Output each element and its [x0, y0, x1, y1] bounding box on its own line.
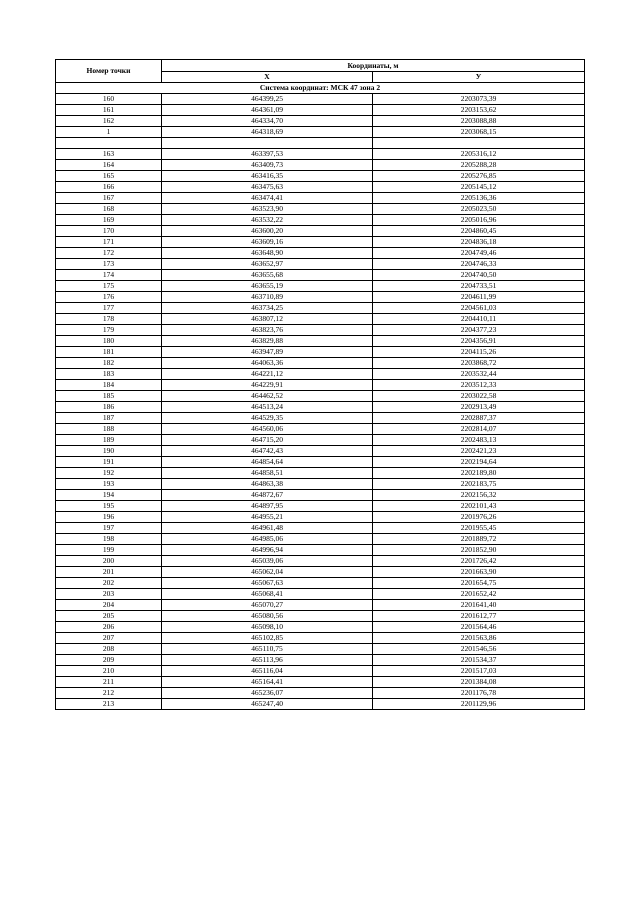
y-coordinate-cell: 2204611,99: [373, 292, 585, 303]
point-number-cell: 168: [56, 204, 162, 215]
y-coordinate-cell: 2205023,50: [373, 204, 585, 215]
point-number-cell: 200: [56, 556, 162, 567]
x-coordinate-cell: 465164,41: [162, 677, 373, 688]
y-coordinate-cell: 2201852,90: [373, 545, 585, 556]
table-row: [56, 160, 585, 171]
x-coordinate-cell: 465039,06: [162, 556, 373, 567]
y-coordinate-cell: 2203532,44: [373, 369, 585, 380]
x-coordinate-cell: 463523,90: [162, 204, 373, 215]
y-coordinate-cell: 2205276,85: [373, 171, 585, 182]
table-row-blank: [56, 138, 585, 149]
x-coordinate-cell: 464897,95: [162, 501, 373, 512]
x-coordinate-cell: 465113,96: [162, 655, 373, 666]
header-y: У: [373, 72, 585, 83]
table-row: [56, 226, 585, 237]
x-coordinate-cell: 463734,25: [162, 303, 373, 314]
table-row: [56, 281, 585, 292]
point-number-cell: 209: [56, 655, 162, 666]
document-page: [55, 59, 584, 710]
y-coordinate-cell: 2203088,88: [373, 116, 585, 127]
table-row: [56, 633, 585, 644]
table-row: [56, 303, 585, 314]
x-coordinate-cell: 464560,06: [162, 424, 373, 435]
table-row: [56, 666, 585, 677]
x-coordinate-cell: 464229,91: [162, 380, 373, 391]
header-x: Х: [162, 72, 373, 83]
y-coordinate-cell: 2205288,28: [373, 160, 585, 171]
y-coordinate-cell: 2204356,91: [373, 336, 585, 347]
table-row: [56, 149, 585, 160]
point-number-cell: 174: [56, 270, 162, 281]
x-coordinate-cell: 463409,73: [162, 160, 373, 171]
x-coordinate-cell: 465062,04: [162, 567, 373, 578]
y-coordinate-cell: 2201534,37: [373, 655, 585, 666]
table-row: [56, 127, 585, 138]
point-number-cell: 186: [56, 402, 162, 413]
table-row: [56, 523, 585, 534]
point-number-cell: 187: [56, 413, 162, 424]
table-row: [56, 402, 585, 413]
table-row: [56, 468, 585, 479]
x-coordinate-cell: 465098,10: [162, 622, 373, 633]
x-coordinate-cell: 465236,07: [162, 688, 373, 699]
x-coordinate-cell: 464361,09: [162, 105, 373, 116]
point-number-cell: 181: [56, 347, 162, 358]
point-number-cell: 167: [56, 193, 162, 204]
table-row: [56, 567, 585, 578]
y-coordinate-cell: 2203073,39: [373, 94, 585, 105]
x-coordinate-cell: 463807,12: [162, 314, 373, 325]
x-coordinate-cell: 464334,70: [162, 116, 373, 127]
y-coordinate-cell: 2202913,49: [373, 402, 585, 413]
table-row: [56, 248, 585, 259]
x-coordinate-cell: 465247,40: [162, 699, 373, 710]
y-coordinate-cell: 2201889,72: [373, 534, 585, 545]
y-coordinate-cell: 2203068,15: [373, 127, 585, 138]
y-coordinate-cell: 2202814,07: [373, 424, 585, 435]
point-number-cell: 191: [56, 457, 162, 468]
point-number-cell: 185: [56, 391, 162, 402]
y-coordinate-cell: 2201384,08: [373, 677, 585, 688]
header-coordinates: Координаты, м: [162, 60, 585, 72]
point-number-cell: 203: [56, 589, 162, 600]
table-row: [56, 193, 585, 204]
y-coordinate-cell: 2201641,40: [373, 600, 585, 611]
x-coordinate-cell: 465080,56: [162, 611, 373, 622]
point-number-cell: 213: [56, 699, 162, 710]
y-coordinate-cell: 2201176,78: [373, 688, 585, 699]
point-number-cell: 183: [56, 369, 162, 380]
y-coordinate-cell: 2204746,33: [373, 259, 585, 270]
y-coordinate-cell: 2202183,75: [373, 479, 585, 490]
y-coordinate-cell: 2201726,42: [373, 556, 585, 567]
point-number-cell: 206: [56, 622, 162, 633]
x-coordinate-cell: 463710,89: [162, 292, 373, 303]
point-number-cell: 164: [56, 160, 162, 171]
point-number-cell: 165: [56, 171, 162, 182]
y-coordinate-cell: 2204749,46: [373, 248, 585, 259]
y-coordinate-cell: [373, 138, 585, 149]
table-row: [56, 116, 585, 127]
x-coordinate-cell: 463600,20: [162, 226, 373, 237]
table-row: [56, 688, 585, 699]
x-coordinate-cell: 464221,12: [162, 369, 373, 380]
y-coordinate-cell: 2203868,72: [373, 358, 585, 369]
y-coordinate-cell: 2202887,37: [373, 413, 585, 424]
table-row: [56, 347, 585, 358]
table-row: [56, 369, 585, 380]
y-coordinate-cell: 2203022,58: [373, 391, 585, 402]
header-point-number: Номер точки: [56, 60, 162, 83]
y-coordinate-cell: 2201955,45: [373, 523, 585, 534]
point-number-cell: 195: [56, 501, 162, 512]
x-coordinate-cell: 464513,24: [162, 402, 373, 413]
x-coordinate-cell: 463397,53: [162, 149, 373, 160]
point-number-cell: 208: [56, 644, 162, 655]
table-row: [56, 655, 585, 666]
x-coordinate-cell: 463475,63: [162, 182, 373, 193]
x-coordinate-cell: 463947,89: [162, 347, 373, 358]
x-coordinate-cell: 464715,20: [162, 435, 373, 446]
x-coordinate-cell: 463416,35: [162, 171, 373, 182]
y-coordinate-cell: 2205136,36: [373, 193, 585, 204]
point-number-cell: 201: [56, 567, 162, 578]
y-coordinate-cell: 2201517,03: [373, 666, 585, 677]
table-row: [56, 446, 585, 457]
point-number-cell: 166: [56, 182, 162, 193]
y-coordinate-cell: 2201129,96: [373, 699, 585, 710]
y-coordinate-cell: 2201546,56: [373, 644, 585, 655]
point-number-cell: 198: [56, 534, 162, 545]
point-number-cell: 160: [56, 94, 162, 105]
y-coordinate-cell: 2202421,23: [373, 446, 585, 457]
x-coordinate-cell: 465070,27: [162, 600, 373, 611]
table-row: [56, 259, 585, 270]
point-number-cell: 161: [56, 105, 162, 116]
table-row: [56, 215, 585, 226]
coordinates-table: [55, 59, 585, 710]
table-row: [56, 644, 585, 655]
table-row: [56, 325, 585, 336]
point-number-cell: 193: [56, 479, 162, 490]
table-row: [56, 545, 585, 556]
x-coordinate-cell: 464462,52: [162, 391, 373, 402]
x-coordinate-cell: 465067,63: [162, 578, 373, 589]
x-coordinate-cell: 463648,90: [162, 248, 373, 259]
y-coordinate-cell: 2201654,75: [373, 578, 585, 589]
y-coordinate-cell: 2202189,80: [373, 468, 585, 479]
y-coordinate-cell: 2202156,32: [373, 490, 585, 501]
x-coordinate-cell: 464863,38: [162, 479, 373, 490]
x-coordinate-cell: 464399,25: [162, 94, 373, 105]
table-row: [56, 105, 585, 116]
y-coordinate-cell: 2204860,45: [373, 226, 585, 237]
point-number-cell: 175: [56, 281, 162, 292]
table-row: [56, 479, 585, 490]
table-body: [56, 94, 585, 710]
x-coordinate-cell: 464985,06: [162, 534, 373, 545]
y-coordinate-cell: 2204410,11: [373, 314, 585, 325]
y-coordinate-cell: 2203512,33: [373, 380, 585, 391]
table-row: [56, 699, 585, 710]
point-number-cell: 188: [56, 424, 162, 435]
x-coordinate-cell: 465068,41: [162, 589, 373, 600]
x-coordinate-cell: 464529,35: [162, 413, 373, 424]
point-number-cell: 212: [56, 688, 162, 699]
table-row: [56, 556, 585, 567]
point-number-cell: 184: [56, 380, 162, 391]
y-coordinate-cell: 2205016,96: [373, 215, 585, 226]
y-coordinate-cell: 2205316,12: [373, 149, 585, 160]
table-row: [56, 182, 585, 193]
x-coordinate-cell: 465110,75: [162, 644, 373, 655]
table-row: [56, 534, 585, 545]
table-row: [56, 391, 585, 402]
point-number-cell: 173: [56, 259, 162, 270]
point-number-cell: 163: [56, 149, 162, 160]
y-coordinate-cell: 2204115,26: [373, 347, 585, 358]
y-coordinate-cell: 2205145,12: [373, 182, 585, 193]
point-number-cell: 177: [56, 303, 162, 314]
x-coordinate-cell: 465116,04: [162, 666, 373, 677]
x-coordinate-cell: 463655,19: [162, 281, 373, 292]
y-coordinate-cell: 2204377,23: [373, 325, 585, 336]
point-number-cell: 162: [56, 116, 162, 127]
x-coordinate-cell: 463829,88: [162, 336, 373, 347]
point-number-cell: 205: [56, 611, 162, 622]
table-row: [56, 336, 585, 347]
table-row: [56, 490, 585, 501]
table-row: [56, 204, 585, 215]
point-number-cell: 211: [56, 677, 162, 688]
y-coordinate-cell: 2203153,62: [373, 105, 585, 116]
x-coordinate-cell: 463652,97: [162, 259, 373, 270]
table-row: [56, 358, 585, 369]
x-coordinate-cell: 464854,64: [162, 457, 373, 468]
table-row: [56, 237, 585, 248]
table-row: [56, 94, 585, 105]
table-row: [56, 380, 585, 391]
table-row: [56, 501, 585, 512]
point-number-cell: 202: [56, 578, 162, 589]
point-number-cell: 210: [56, 666, 162, 677]
point-number-cell: 1: [56, 127, 162, 138]
y-coordinate-cell: 2204740,50: [373, 270, 585, 281]
x-coordinate-cell: 463609,16: [162, 237, 373, 248]
y-coordinate-cell: 2202194,64: [373, 457, 585, 468]
point-number-cell: 171: [56, 237, 162, 248]
x-coordinate-cell: 464955,21: [162, 512, 373, 523]
table-row: [56, 512, 585, 523]
table-row: [56, 292, 585, 303]
table-row: [56, 677, 585, 688]
y-coordinate-cell: 2201976,26: [373, 512, 585, 523]
table-row: [56, 457, 585, 468]
x-coordinate-cell: 463474,41: [162, 193, 373, 204]
table-row: [56, 435, 585, 446]
y-coordinate-cell: 2204836,18: [373, 237, 585, 248]
table-row: [56, 589, 585, 600]
point-number-cell: [56, 138, 162, 149]
table-row: [56, 622, 585, 633]
table-row: [56, 600, 585, 611]
point-number-cell: 194: [56, 490, 162, 501]
x-coordinate-cell: 464858,51: [162, 468, 373, 479]
table-row: [56, 413, 585, 424]
x-coordinate-cell: 463655,68: [162, 270, 373, 281]
y-coordinate-cell: 2201564,46: [373, 622, 585, 633]
point-number-cell: 176: [56, 292, 162, 303]
table-row: [56, 171, 585, 182]
y-coordinate-cell: 2201563,86: [373, 633, 585, 644]
table-row: [56, 424, 585, 435]
y-coordinate-cell: 2202101,43: [373, 501, 585, 512]
point-number-cell: 179: [56, 325, 162, 336]
point-number-cell: 204: [56, 600, 162, 611]
point-number-cell: 180: [56, 336, 162, 347]
point-number-cell: 189: [56, 435, 162, 446]
x-coordinate-cell: 464063,36: [162, 358, 373, 369]
point-number-cell: 207: [56, 633, 162, 644]
y-coordinate-cell: 2204561,03: [373, 303, 585, 314]
point-number-cell: 170: [56, 226, 162, 237]
y-coordinate-cell: 2201663,90: [373, 567, 585, 578]
table-row: [56, 578, 585, 589]
y-coordinate-cell: 2201652,42: [373, 589, 585, 600]
x-coordinate-cell: [162, 138, 373, 149]
x-coordinate-cell: 464996,94: [162, 545, 373, 556]
x-coordinate-cell: 464872,67: [162, 490, 373, 501]
point-number-cell: 192: [56, 468, 162, 479]
point-number-cell: 172: [56, 248, 162, 259]
x-coordinate-cell: 464318,69: [162, 127, 373, 138]
point-number-cell: 169: [56, 215, 162, 226]
point-number-cell: 190: [56, 446, 162, 457]
table-row: [56, 611, 585, 622]
table-row: [56, 314, 585, 325]
table-row: [56, 270, 585, 281]
x-coordinate-cell: 464742,43: [162, 446, 373, 457]
x-coordinate-cell: 463823,76: [162, 325, 373, 336]
x-coordinate-cell: 463532,22: [162, 215, 373, 226]
y-coordinate-cell: 2201612,77: [373, 611, 585, 622]
point-number-cell: 182: [56, 358, 162, 369]
point-number-cell: 178: [56, 314, 162, 325]
point-number-cell: 196: [56, 512, 162, 523]
point-number-cell: 197: [56, 523, 162, 534]
x-coordinate-cell: 465102,85: [162, 633, 373, 644]
y-coordinate-cell: 2202483,13: [373, 435, 585, 446]
y-coordinate-cell: 2204733,51: [373, 281, 585, 292]
point-number-cell: 199: [56, 545, 162, 556]
x-coordinate-cell: 464961,48: [162, 523, 373, 534]
coordinate-system-row: Система координат: МСК 47 зона 2: [56, 83, 585, 94]
